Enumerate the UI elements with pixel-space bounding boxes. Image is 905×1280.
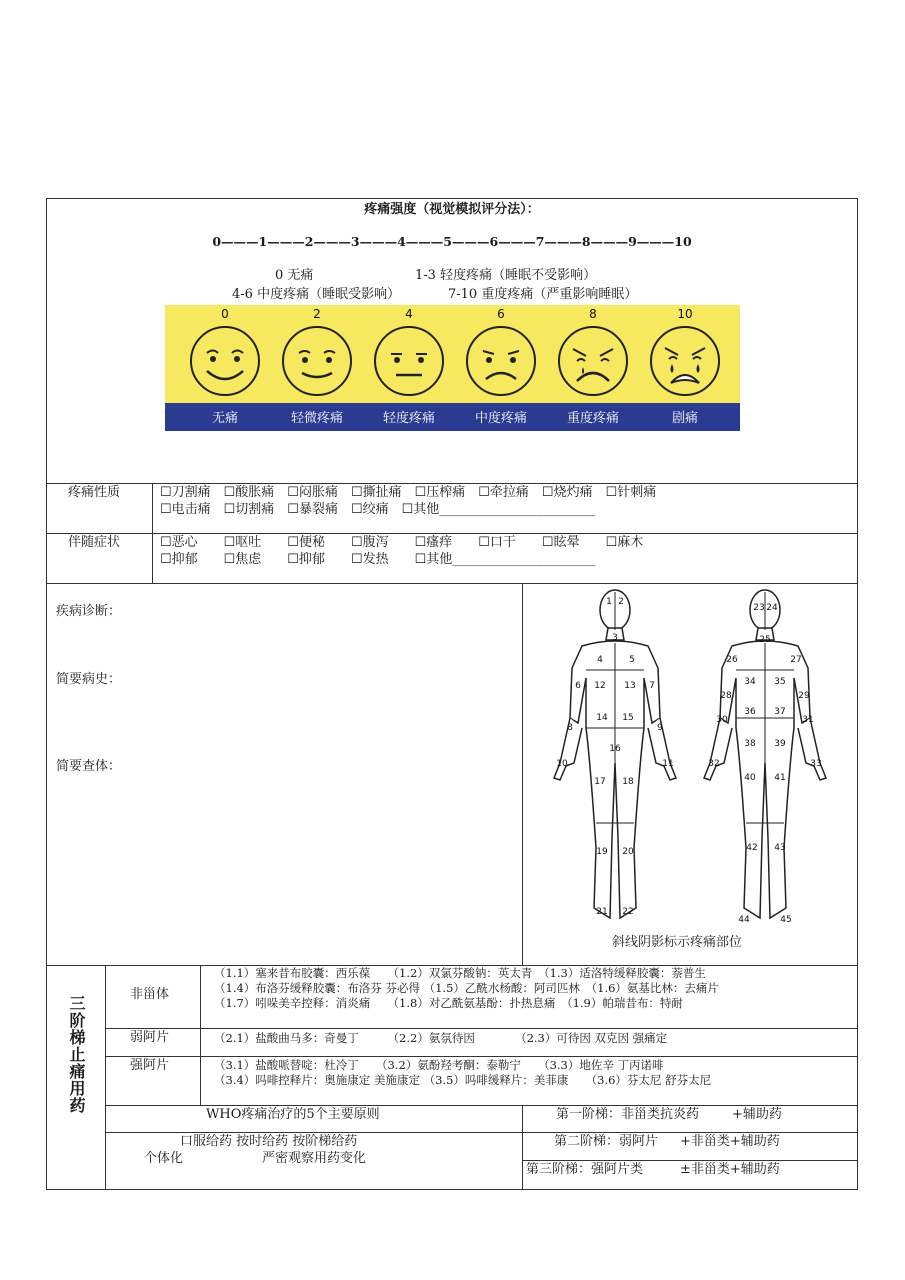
nsaid-line-1: （1.1）塞来昔布胶囊：西乐葆 （1.2）双氯芬酸钠：英太青 （1.3）适洛特缓释胶囊：萘普生 bbox=[214, 966, 706, 980]
legend-moderate: 4-6 中度疼痛（睡眠受影响） bbox=[232, 287, 401, 302]
brief-history-label: 简要病史： bbox=[56, 672, 122, 687]
strong-opioid-line-1: （3.1）盐酸哌替啶：杜冷丁 （3.2）氨酚羟考酮：泰勒宁 （3.3）地佐辛 丁丙诺啡 bbox=[214, 1058, 664, 1072]
face-number: 10 bbox=[677, 307, 693, 321]
region-number: 14 bbox=[596, 713, 608, 723]
divider bbox=[46, 583, 858, 584]
region-number: 29 bbox=[798, 691, 810, 701]
region-number: 16 bbox=[609, 744, 621, 754]
slight-smile-face-icon bbox=[277, 323, 357, 399]
crying-face-icon bbox=[645, 323, 725, 399]
pain-intensity-title: 疼痛强度（视觉模拟评分法）： bbox=[364, 202, 540, 217]
face-8 bbox=[547, 305, 639, 431]
face-4 bbox=[363, 305, 455, 431]
region-number: 43 bbox=[774, 843, 786, 853]
region-number: 30 bbox=[716, 715, 728, 725]
pain-nature-options-1[interactable]: ☐刀割痛 ☐酸胀痛 ☐闷胀痛 ☐撕扯痛 ☐压榨痛 ☐牵拉痛 ☐烧灼痛 ☐针刺痛 bbox=[160, 485, 657, 500]
step-2-adjuvant: +非甾类+辅助药 bbox=[680, 1134, 780, 1149]
face-number: 6 bbox=[497, 307, 505, 321]
face-2 bbox=[271, 305, 363, 431]
divider bbox=[105, 965, 106, 1190]
region-number: 9 bbox=[657, 723, 663, 733]
region-number: 23 bbox=[753, 603, 765, 613]
divider bbox=[46, 533, 858, 534]
face-label: 轻微疼痛 bbox=[290, 411, 343, 426]
nsaid-line-2: （1.4）布洛芬缓释胶囊：布洛芬 芬必得 （1.5）乙酰水杨酸：阿司匹林 （1.6）氨基比林：去痛片 bbox=[214, 981, 719, 995]
region-number: 6 bbox=[575, 681, 581, 691]
pain-nature-options-2[interactable]: ☐电击痛 ☐切割痛 ☐暴裂痛 ☐绞痛 ☐其他________________________ bbox=[160, 502, 596, 517]
face-number: 8 bbox=[589, 307, 597, 321]
region-number: 32 bbox=[708, 759, 720, 769]
region-number: 40 bbox=[744, 773, 756, 783]
legend-no-pain: 0 无痛 bbox=[275, 268, 314, 283]
region-number: 8 bbox=[567, 723, 573, 733]
region-number: 45 bbox=[780, 915, 792, 925]
pain-nature-label: 疼痛性质 bbox=[68, 485, 121, 500]
symptoms-options-1[interactable]: ☐恶心 ☐呕吐 ☐便秘 ☐腹泻 ☐瘙痒 ☐口干 ☐眩晕 ☐麻木 bbox=[160, 535, 644, 550]
step-1-drugs: 第一阶梯：非甾类抗炎药 bbox=[556, 1107, 700, 1122]
ladder-title-text: 三阶梯止痛用药 bbox=[67, 995, 86, 1114]
divider bbox=[522, 1160, 858, 1161]
divider bbox=[105, 1028, 858, 1029]
divider bbox=[522, 583, 523, 965]
region-number: 34 bbox=[744, 677, 756, 687]
symptoms-options-2[interactable]: ☐抑郁 ☐焦虑 ☐抑郁 ☐发热 ☐其他______________________ bbox=[160, 552, 596, 567]
region-number: 5 bbox=[629, 655, 635, 665]
region-number: 15 bbox=[622, 713, 634, 723]
region-number: 36 bbox=[744, 707, 756, 717]
nsaid-line-3: （1.7）吲哚美辛控释：消炎痛 （1.8）对乙酰氨基酚：扑热息痛 （1.9）帕瑞昔布：特耐 bbox=[214, 996, 683, 1010]
region-number: 22 bbox=[622, 907, 634, 917]
divider bbox=[105, 1132, 858, 1133]
face-6 bbox=[455, 305, 547, 431]
region-number: 2 bbox=[618, 597, 624, 607]
who-principle-individualized: 个体化 bbox=[144, 1151, 184, 1166]
region-number: 25 bbox=[759, 635, 771, 645]
region-number: 38 bbox=[744, 739, 756, 749]
legend-mild: 1-3 轻度疼痛（睡眠不受影响） bbox=[415, 268, 597, 283]
region-number: 33 bbox=[810, 759, 822, 769]
vas-scale-line: 0———1———2———3———4———5———6———7———8———9———10 bbox=[212, 234, 692, 249]
category-nsaid: 非甾体 bbox=[130, 987, 170, 1002]
face-label: 轻度疼痛 bbox=[382, 411, 435, 426]
face-label: 无痛 bbox=[211, 411, 238, 426]
region-number: 7 bbox=[649, 681, 655, 691]
region-number: 13 bbox=[624, 681, 636, 691]
region-number: 19 bbox=[596, 847, 608, 857]
who-principles-title: WHO疼痛治疗的5个主要原则 bbox=[206, 1107, 380, 1122]
step-2-drugs: 第二阶梯：弱阿片 bbox=[554, 1134, 659, 1149]
weak-opioid-line-1: （2.1）盐酸曲马多：奇曼丁 （2.2）氨氛待因 （2.3）可待因 双克因 强痛定 bbox=[214, 1031, 668, 1045]
region-number: 44 bbox=[738, 915, 750, 925]
strong-opioid-line-2: （3.4）吗啡控释片：奥施康定 美施康定 （3.5）吗啡缓释片：美菲康 （3.6）芬太尼 舒芬太尼 bbox=[214, 1073, 712, 1087]
region-number: 18 bbox=[622, 777, 634, 787]
smiling-face-icon bbox=[185, 323, 265, 399]
body-map-caption: 斜线阴影标示疼痛部位 bbox=[612, 935, 743, 950]
face-label: 中度疼痛 bbox=[474, 411, 527, 426]
very-sad-face-icon bbox=[553, 323, 633, 399]
face-number: 4 bbox=[405, 307, 413, 321]
region-number: 31 bbox=[802, 715, 814, 725]
face-0 bbox=[179, 305, 271, 431]
divider bbox=[200, 965, 201, 1105]
region-number: 12 bbox=[594, 681, 606, 691]
region-number: 21 bbox=[596, 907, 608, 917]
region-number: 39 bbox=[774, 739, 786, 749]
legend-severe: 7-10 重度疼痛（严重影响睡眠） bbox=[448, 287, 638, 302]
region-number: 20 bbox=[622, 847, 634, 857]
sad-face-icon bbox=[461, 323, 541, 399]
divider bbox=[105, 1105, 858, 1106]
region-number: 3 bbox=[612, 633, 618, 643]
region-number: 37 bbox=[774, 707, 786, 717]
category-weak-opioid: 弱阿片 bbox=[130, 1030, 170, 1045]
category-strong-opioid: 强阿片 bbox=[130, 1058, 170, 1073]
region-number: 42 bbox=[746, 843, 758, 853]
region-number: 10 bbox=[556, 759, 568, 769]
brief-exam-label: 简要查体： bbox=[56, 759, 122, 774]
step-3-adjuvant: ±非甾类+辅助药 bbox=[680, 1162, 780, 1177]
region-number: 35 bbox=[774, 677, 786, 687]
face-label: 剧痛 bbox=[671, 411, 698, 426]
faces-pain-scale bbox=[165, 305, 740, 431]
face-label: 重度疼痛 bbox=[566, 411, 619, 426]
symptoms-label: 伴随症状 bbox=[68, 535, 121, 550]
face-number: 2 bbox=[313, 307, 321, 321]
region-number: 24 bbox=[766, 603, 778, 613]
region-number: 27 bbox=[790, 655, 802, 665]
divider bbox=[105, 1056, 858, 1057]
region-number: 28 bbox=[720, 691, 732, 701]
face-10 bbox=[639, 305, 731, 431]
divider bbox=[46, 483, 858, 484]
diagnosis-label: 疾病诊断： bbox=[56, 604, 122, 619]
region-number: 26 bbox=[726, 655, 738, 665]
region-number: 4 bbox=[597, 655, 603, 665]
region-number: 17 bbox=[594, 777, 606, 787]
face-number: 0 bbox=[221, 307, 229, 321]
who-principles-line-1: 口服给药 按时给药 按阶梯给药 bbox=[180, 1134, 358, 1149]
neutral-face-icon bbox=[369, 323, 449, 399]
divider bbox=[522, 1105, 523, 1190]
step-1-adjuvant: +辅助药 bbox=[732, 1107, 782, 1122]
region-number: 11 bbox=[662, 759, 674, 769]
who-principle-observe: 严密观察用药变化 bbox=[262, 1151, 367, 1166]
body-map-diagram[interactable] bbox=[540, 588, 840, 933]
step-3-drugs: 第三阶梯：强阿片类 bbox=[526, 1162, 644, 1177]
region-number: 1 bbox=[606, 597, 612, 607]
analgesic-ladder-title bbox=[50, 995, 102, 1114]
region-number: 41 bbox=[774, 773, 786, 783]
